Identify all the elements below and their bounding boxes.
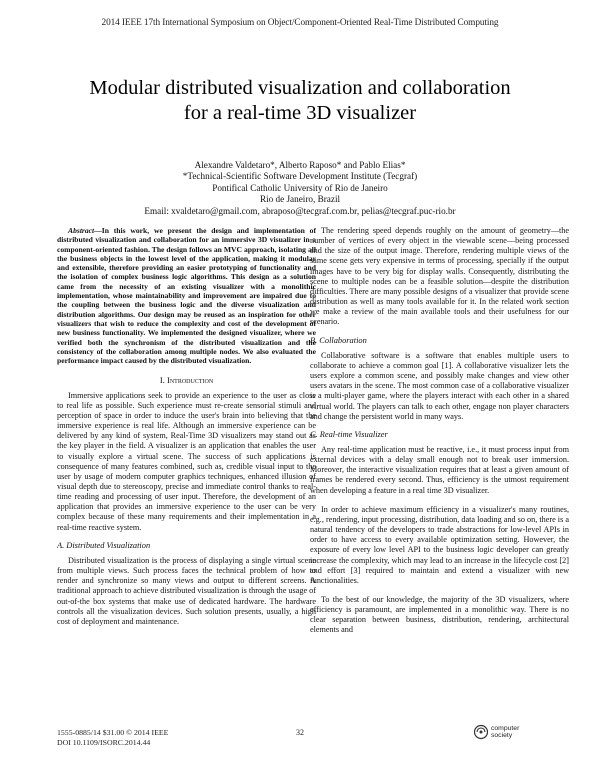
section-heading-introduction: I. Introduction	[159, 375, 214, 386]
paragraph: Any real-time application must be reactive, i.e., it must process input from external devices with a delay small enough not to break user immersion. Moreover, the interactive visualization requires that at least a given amount of frames be rendered every second. Thus, efficiency is the utmost requirement when developing a feature in a real time 3D visualizer.	[310, 444, 569, 495]
paragraph: Collaborative software is a software that enables multiple users to collaborate to achieve a common goal [1]. A collaborative visualizer lets the users explore a common scene, and possibly make changes and view other users avatars in the scene. The most common case of a collaborative visualizer is a multi-player game, where the players interact with each other in a shared virtual world. The players can talk to each other, engage non player characters and change the persistent world in many ways.	[310, 350, 569, 421]
paragraph-gap	[310, 586, 569, 595]
paragraph: In order to achieve maximum efficiency in a visualizer's many routines, e.g., rendering, input processing, distribution, data loading and so on, there is a natural tendency of the developers to trade abstractions for low-level APIs in order to have access to every available optimization setting. However, the exposure of every low level API to the business logic developer can greatly increase the complexity, which may lead to an increase in the lifecycle cost [2] and effort [3] required to maintain and extend a visualizer with new functionalities.	[310, 504, 569, 585]
title-line-2: for a real-time 3D visualizer	[183, 102, 417, 124]
paragraph: The rendering speed depends roughly on the amount of geometry—the number of vertices of every object in the viewable scene—being processed and the size of the output image. Therefore, rendering multiple views of the same scene gets very expensive in terms of processing, specially if the output images have to be very big for display walls. Consequently, distributing the scene to multiple nodes can be a feasible solution—despite the distribution difficulties. There are many possible designs of a visualizer that provide scene distribution as well as many tools available for it. In the related work section we make a review of the main available tools and their usefulness for our scenario.	[310, 226, 569, 327]
author-block	[0, 160, 600, 217]
affiliation-line: *Technical-Scientific Software Development Institute (Tecgraf)	[182, 171, 418, 182]
affiliation-line: Rio de Janeiro, Brazil	[259, 194, 341, 205]
abstract-text: —In this work, we present the design and implementation of distributed visualization and collaboration for an immersive 3D visualizer in a component-oriented fashion. The design follows an MVC approach, isolating all the business objects in the lowest level of the application, making it modular and extensible, therefore providing an easier prototyping of functionality and the isolation of complex business logic algorithms. This design as a solution came from the necessity of an existing visualizer with a monolithic implementation, whose maintainability and improvement are impaired due to the coupling between the business logic and the diverse visualization and distribution algorithms. Our design may be reused as an inspiration for other visualizers that wish to reduce the complexity and cost of the development of new business functionality. We implemented the designed visualizer, where we verified both the synchronism of the distributed visualization and the consistency of the collaboration among multiple nodes. We also evaluated the performance impact caused by the distributed visualization.	[57, 226, 316, 366]
affiliation-line: Pontifical Catholic University of Rio de Janeiro	[212, 182, 388, 193]
footer-doi: DOI 10.1109/ISORC.2014.44	[57, 737, 151, 747]
computer-society-logo-icon	[473, 724, 489, 740]
subsection-heading-distributed-visualization: A. Distributed Visualization	[57, 540, 151, 550]
paragraph: Immersive applications seek to provide an experience to the user as close to real life as possible. Such experience must re-create sensorial stimuli and perception of space in order to induce the user's brain into believing that the immersive experience is real life. Although an immersive experience can be delivered by any kind of system, Real-Time 3D visualizers may stand out as the key player in the field. A visualizer is an application that enables the user to visually explore a virtual scene. The success of such applications is consequence of many features combined, such as, credible visual input to the user by usage of modern computer graphics techniques, enhanced illusion of visual depth due to stereoscopy, precise and immediate control thanks to real-time reading and processing of user input. Therefore, the development of an application that provides an immersive experience to the user can be very complex because of these many requirements and their implementation in a real-time reactive system.	[57, 390, 316, 532]
author-names: Alexandre Valdetaro*, Alberto Raposo* and Pablo Elias*	[194, 160, 406, 170]
abstract	[57, 226, 316, 365]
subsection-heading-real-time-visualizer: C. Real-time Visualizer	[310, 429, 388, 439]
page-number: 32	[296, 728, 304, 737]
computer-society-logo-text	[491, 725, 519, 739]
title-line-1: Modular distributed visualization and collaboration	[89, 77, 511, 99]
footer-issn: 1555-0885/14 $31.00 © 2014 IEEE	[57, 728, 169, 737]
left-column	[57, 226, 316, 710]
abstract-lead: Abstract	[68, 226, 95, 235]
paper-title	[40, 76, 560, 126]
subsection-heading-collaboration: B. Collaboration	[310, 335, 367, 345]
paragraph: To the best of our knowledge, the majority of the 3D visualizers, where efficiency is paramount, are implemented in a monolithic way. There is no clear separation between business, distribution, rendering, architectural elements and	[310, 595, 569, 635]
right-column	[310, 226, 569, 710]
paragraph: Distributed visualization is the process of displaying a single virtual scene from multiple views. Such process faces the technical problem of how to render and synchronize so many views and output to different screens. A traditional approach to achieve distributed visualization is through the usage of out-of-the box systems that make use of dedicated hardware. The hardware controls all the visualization devices. Such solution presents, usually, a high cost of deployment and maintenance.	[57, 555, 316, 626]
logo-line-2: society	[491, 732, 513, 739]
computer-society-logo	[473, 719, 543, 745]
author-emails: Email: xvaldetaro@gmail.com, abraposo@tecgraf.com.br, pelias@tecgraf.puc-rio.br	[144, 205, 456, 216]
conference-header: 2014 IEEE 17th International Symposium on Object/Component-Oriented Real-Time Distributed Computing	[101, 18, 499, 28]
logo-line-1: computer	[491, 725, 520, 732]
paragraph-gap	[310, 496, 569, 505]
